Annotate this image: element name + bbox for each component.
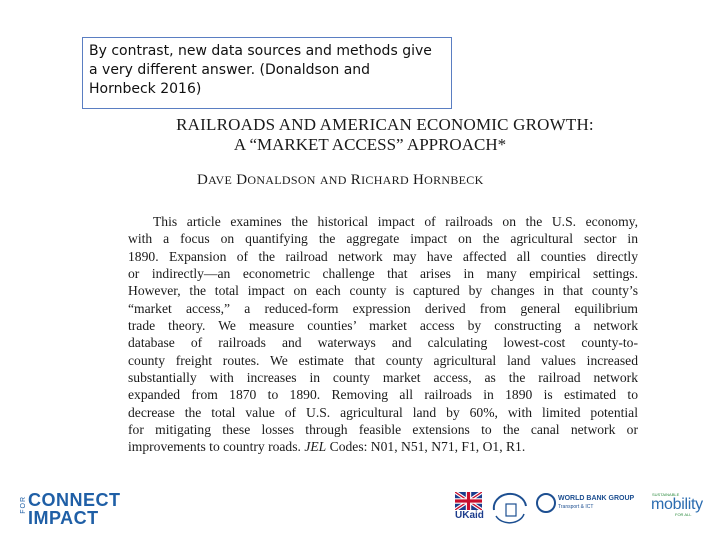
author-initial: D [197,172,209,188]
connect-logo-vertical [20,496,27,514]
paper-authors [197,172,484,189]
connect-logo-vertical-for: FOR [20,496,27,514]
callout-line: Hornbeck 2016) [89,81,202,97]
callout-line: a very different answer. (Donaldson and [89,62,371,78]
abstract-line: decrease the total value of U.S. agricultural land by 60%, with limited potential [128,404,638,420]
author-name-part: ICHARD [361,173,409,187]
abstract-line: county freight routes. We estimate that county agricultural land values increased [128,352,638,368]
paper-title-line-1: RAILROADS AND AMERICAN ECONOMIC GROWTH: [176,115,594,134]
connect-logo-top: CONNECT [28,490,121,510]
abstract-line: with a focus on quantifying the aggregate impact on the agricultural sector in [128,231,638,247]
author-and: AND [319,173,347,187]
abstract-line: However, the total impact on each county is captured by changes in that county’s [128,283,638,299]
mobility-logo-text: mobility [651,496,703,513]
abstract-line: “market access,” a reduced-form expression derived from general equilibrium [128,300,638,316]
paper-title-line-2: A “MARKET ACCESS” APPROACH* [233,135,507,154]
world-bank-logo-subtext: Transport & ICT [558,504,594,510]
abstract-line: 1890. Expansion of the railroad network may have affected all counties directly [128,248,638,264]
ukaid-logo-text: UKaid [455,510,484,521]
author-name-part: AVE [208,173,233,187]
itf-logo-icon [490,492,530,528]
world-bank-globe-icon [536,493,556,513]
connect-logo-bottom: IMPACT [28,508,99,528]
jel-label: JEL [304,439,327,455]
abstract-line: expanded from 1870 to 1890. Removing all railroads in 1890 is estimated to [128,387,638,403]
paper-abstract [128,213,638,456]
abstract-line: trade theory. We measure counties’ market access by constructing a network [128,318,638,334]
abstract-line: This article examines the historical impact of railroads on the U.S. economy, [153,214,638,229]
author-initial: R [350,172,362,188]
uk-flag-icon [455,492,482,510]
author-initial: D [236,172,248,188]
callout-line: By contrast, new data sources and methods give [89,43,432,59]
author-initial: H [412,172,425,188]
author-name-part: ORNBECK [424,173,484,187]
mobility-logo-bottom: FOR ALL [675,512,692,517]
mobility-logo-top: SUSTAINABLE [652,492,680,497]
world-bank-logo-text: WORLD BANK GROUP [558,495,635,502]
author-name-part: ONALDSON [247,173,316,187]
abstract-last-text: improvements to country roads. [128,439,301,455]
abstract-line: or indirectly—an econometric challenge that arises in many empirical settings. [128,266,638,282]
jel-codes: Codes: N01, N51, N71, F1, O1, R1. [329,439,526,455]
abstract-line: database of railroads and waterways and calculating lowest-cost county-to- [128,335,638,351]
abstract-line [128,438,638,455]
abstract-line: for mitigating these losses through feasible extensions to the canal network or [128,422,638,438]
abstract-line: substantially with increases in county market access, as the railroad network [128,370,638,386]
